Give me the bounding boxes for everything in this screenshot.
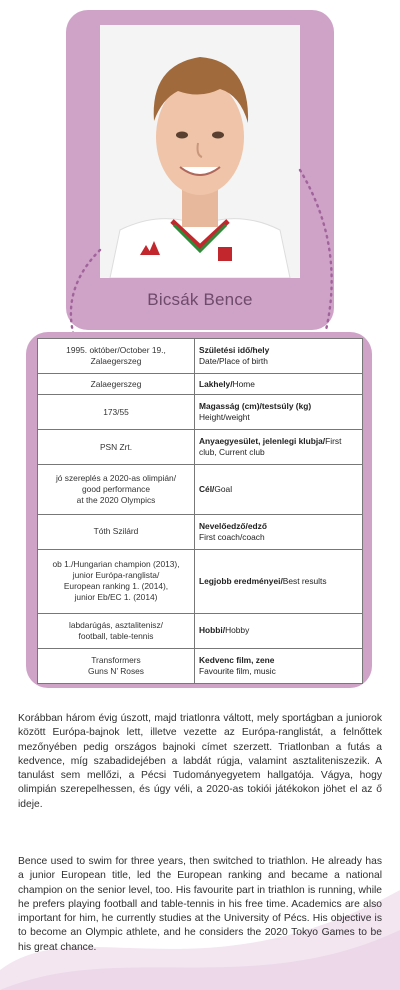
table-cell-value: jó szereplés a 2020-as olimpián/ good performance at the 2020 Olympics — [38, 465, 195, 514]
table-row — [38, 613, 363, 648]
table-cell-value: labdarúgás, asztalitenisz/ football, table-tennis — [38, 613, 195, 648]
biography-english: Bence used to swim for three years, then switched to triathlon. He already has a junior European title, led the European ranking and became a national champion on the senior level, too. His favourite part in triathlon is running, while he prefers playing football and table-tennis in his free time. Academics are also important for him, he currently studies at the University of Pécs. His objective is to become an Olympic athlete, and he considers the 2020 Tokyo Games to be his great chance. — [18, 856, 382, 953]
table-row — [38, 465, 363, 514]
label-english: Goal — [214, 484, 233, 495]
label-english: First club, Current club — [199, 436, 342, 458]
label-hungarian: Cél/ — [199, 484, 215, 495]
athlete-photo — [100, 25, 300, 278]
table-cell-label — [195, 465, 363, 514]
table-row — [38, 339, 363, 374]
table-row — [38, 374, 363, 395]
table-cell-value: PSN Zrt. — [38, 430, 195, 465]
table-row — [38, 648, 363, 683]
label-hungarian: Magasság (cm)/testsúly (kg) — [199, 401, 312, 412]
table-cell-label — [195, 514, 363, 549]
label-english: First coach/coach — [199, 531, 265, 542]
table-cell-value: Transformers Guns N’ Roses — [38, 648, 195, 683]
table-cell-value: 1995. október/October 19., Zalaegerszeg — [38, 339, 195, 374]
label-hungarian: Születési idő/hely — [199, 345, 270, 356]
table-cell-label — [195, 613, 363, 648]
table-row — [38, 549, 363, 613]
table-cell-value: ob 1./Hungarian champion (2013), junior Európa-ranglista/ European ranking 1. (2014), junior Eb/EC 1. (2014) — [38, 549, 195, 613]
label-english: Best results — [282, 575, 327, 586]
table-cell-label — [195, 549, 363, 613]
table-row — [38, 430, 363, 465]
table-cell-value: 173/55 — [38, 394, 195, 429]
table-cell-label — [195, 430, 363, 465]
table-row — [38, 394, 363, 429]
table-cell-label — [195, 374, 363, 395]
label-hungarian: Nevelőedző/edző — [199, 520, 267, 531]
label-hungarian: Hobbi/ — [199, 625, 226, 636]
table-cell-label — [195, 648, 363, 683]
table-cell-value: Zalaegerszeg — [38, 374, 195, 395]
label-hungarian: Lakhely/ — [199, 378, 233, 389]
info-table — [37, 338, 363, 684]
label-hungarian: Legjobb eredményei/ — [199, 575, 283, 586]
athlete-name: Bicsák Bence — [147, 290, 253, 309]
label-english: Home — [232, 378, 255, 389]
label-english: Date/Place of birth — [199, 356, 268, 367]
label-hungarian: Kedvenc film, zene — [199, 654, 275, 665]
label-english: Hobby — [225, 625, 250, 636]
table-cell-label — [195, 339, 363, 374]
table-row — [38, 514, 363, 549]
table-cell-value: Tóth Szilárd — [38, 514, 195, 549]
label-hungarian: Anyaegyesület, jelenlegi klubja/ — [199, 436, 326, 447]
label-english: Height/weight — [199, 412, 250, 423]
label-english: Favourite film, music — [199, 665, 276, 676]
biography-hungarian: Korábban három évig úszott, majd triatlonra váltott, mely sportágban a juniorok között Európa-bajnok lett, illetve vezette az Európa-ranglistát, a felnőttek mezőnyében pedig országos bajnoki címet szerzett. Triatlonban a futás a kedvence, míg szabadidejében a labdát rúgja, valamint asztaliteniszezik. A tanulást sem mellőzi, a Pécsi Tudományegyetem hallgatója. Vágya, hogy olimpián szerepelhessen, és úgy véli, a 2020-as tokiói játékokon jöhet el az ő ideje. — [18, 713, 382, 810]
table-cell-label — [195, 394, 363, 429]
